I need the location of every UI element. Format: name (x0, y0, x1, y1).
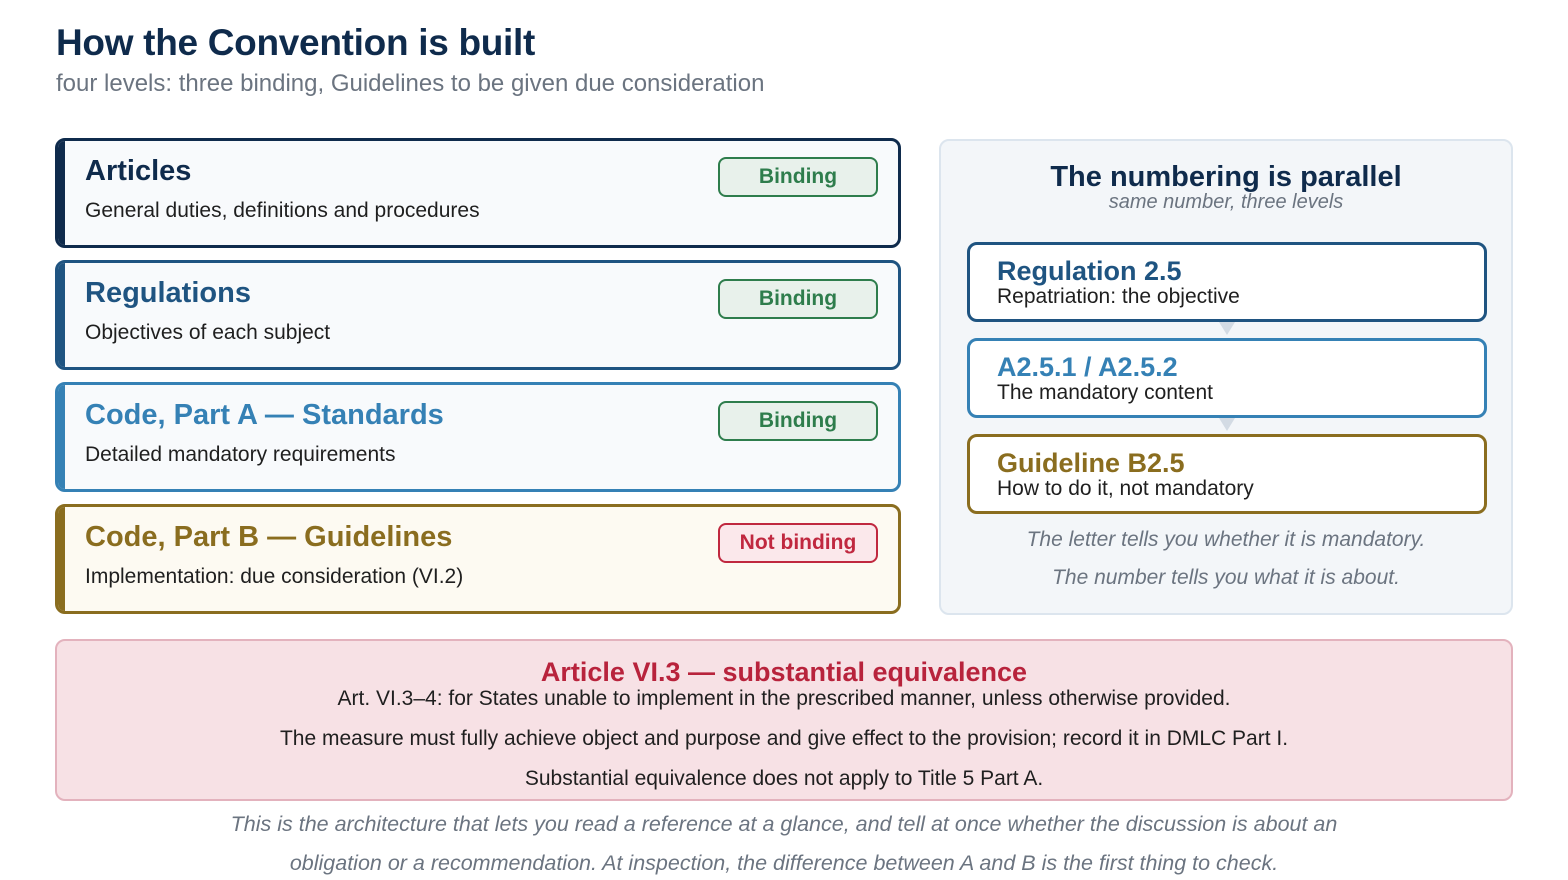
page-title: How the Convention is built (56, 22, 536, 63)
equivalence-line: Art. VI.3–4: for States unable to implement in the prescribed manner, unless otherwise provided. (337, 687, 1231, 710)
not-binding-badge: Not binding (718, 523, 878, 563)
level-regulations (55, 260, 901, 370)
equivalence-line: The measure must fully achieve object and purpose and give effect to the provision; record it in DMLC Part I. (279, 727, 1289, 750)
level-accent-bar (58, 385, 65, 489)
numbering-note: The letter tells you whether it is mandatory. (1026, 528, 1426, 551)
binding-badge: Binding (718, 279, 878, 319)
numbering-description: Repatriation: the objective (997, 285, 1240, 308)
numbering-item-standard (967, 338, 1487, 418)
binding-badge: Binding (718, 157, 878, 197)
level-name: Code, Part A — Standards (85, 399, 444, 431)
numbering-subtitle: same number, three levels (1108, 191, 1344, 213)
numbering-ref: Regulation 2.5 (997, 256, 1182, 286)
equivalence-title: Article VI.3 — substantial equivalence (540, 657, 1028, 687)
level-description: Implementation: due consideration (VI.2) (85, 565, 464, 588)
numbering-ref: A2.5.1 / A2.5.2 (997, 352, 1178, 382)
footer-note: obligation or a recommendation. At inspection, the difference between A and B is the first thing to check. (289, 851, 1279, 875)
level-description: Objectives of each subject (85, 321, 331, 344)
level-name: Articles (85, 155, 192, 187)
level-accent-bar (58, 507, 65, 611)
level-accent-bar (58, 263, 65, 367)
footer-note: This is the architecture that lets you read a reference at a glance, and tell at once whether the discussion is about an (230, 812, 1338, 836)
level-accent-bar (58, 141, 65, 245)
binding-badge: Binding (718, 401, 878, 441)
level-articles (55, 138, 901, 248)
level-code-part-b (55, 504, 901, 614)
numbering-item-regulation (967, 242, 1487, 322)
equivalence-line: Substantial equivalence does not apply to Title 5 Part A. (524, 767, 1044, 790)
level-description: General duties, definitions and procedures (85, 199, 480, 222)
numbering-description: How to do it, not mandatory (997, 477, 1254, 500)
numbering-item-guideline (967, 434, 1487, 514)
equivalence-box (55, 639, 1513, 801)
level-description: Detailed mandatory requirements (85, 443, 396, 466)
arrow-down-icon (1219, 418, 1235, 431)
numbering-description: The mandatory content (997, 381, 1213, 404)
level-name: Regulations (85, 277, 251, 309)
numbering-title: The numbering is parallel (1050, 161, 1402, 193)
level-code-part-a (55, 382, 901, 492)
numbering-note: The number tells you what it is about. (1052, 566, 1400, 589)
page-subtitle: four levels: three binding, Guidelines to be given due consideration (56, 70, 765, 97)
arrow-down-icon (1219, 322, 1235, 335)
level-name: Code, Part B — Guidelines (85, 521, 453, 553)
numbering-ref: Guideline B2.5 (997, 448, 1185, 478)
numbering-panel (939, 139, 1513, 615)
